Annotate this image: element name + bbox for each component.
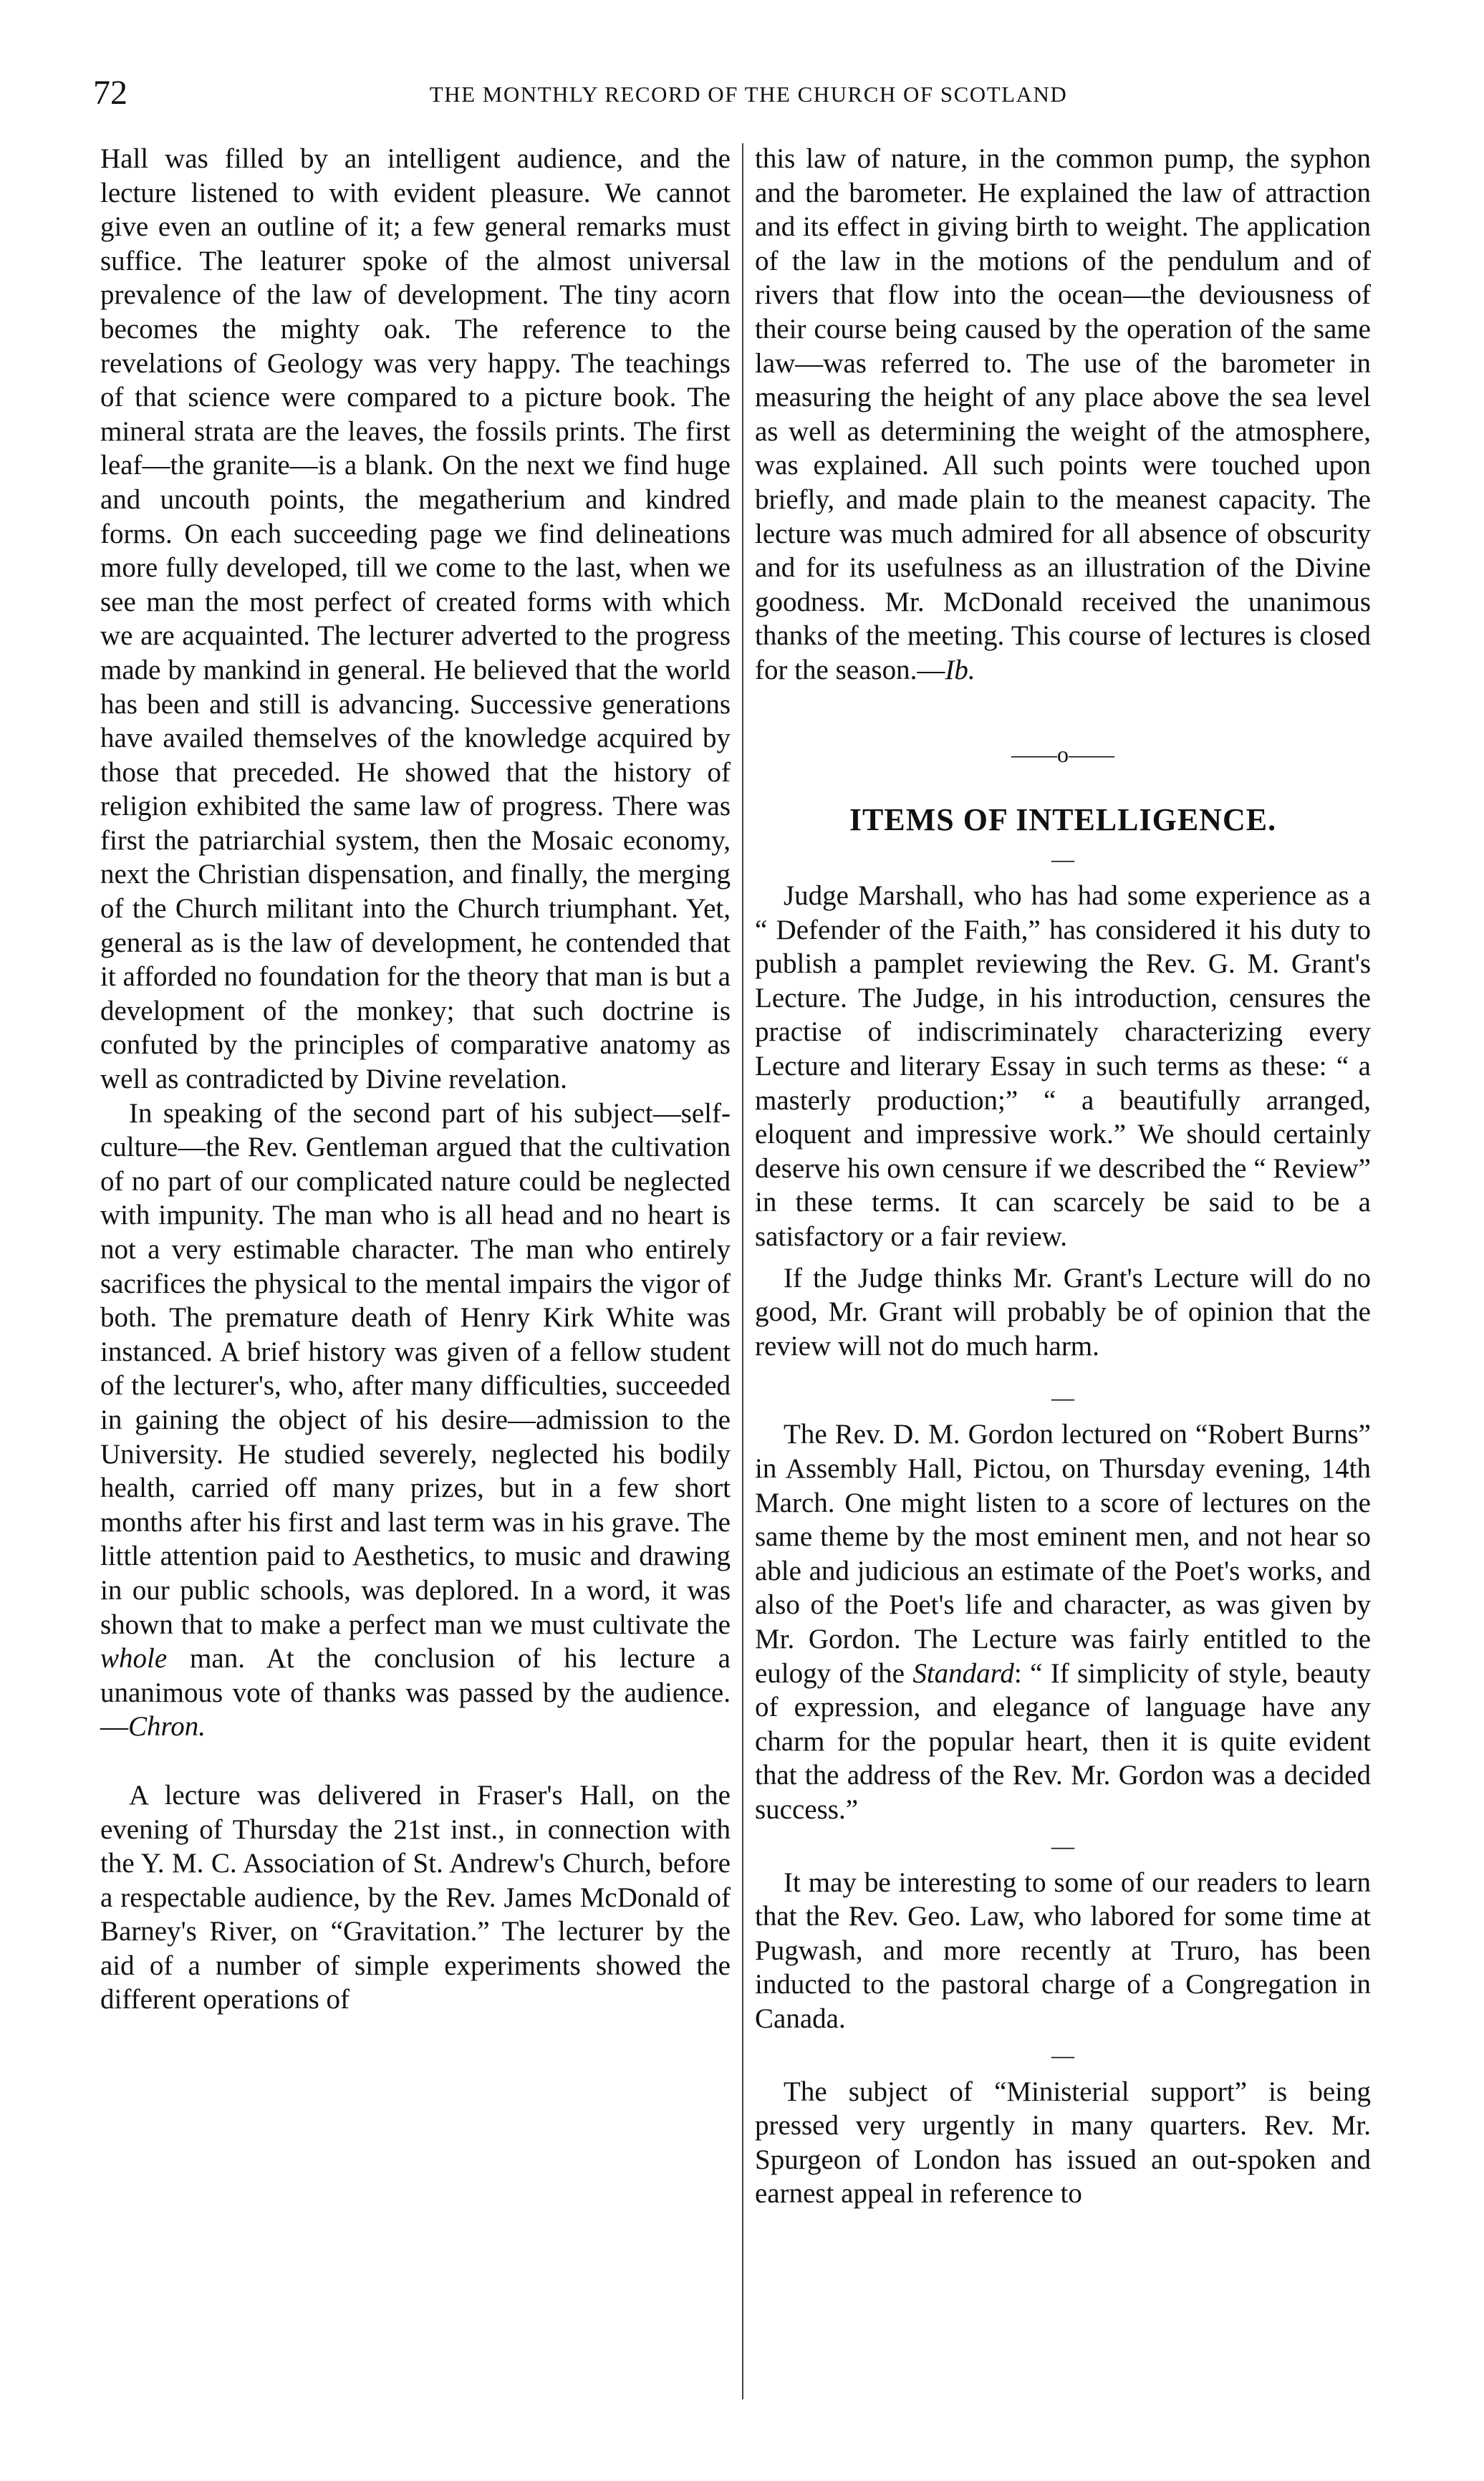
gravitation-lecture-paragraph: A lecture was delivered in Fraser's Hall, on the evening of Thursday the 21st inst., in connection with the Y. M. C. Association of St. Andrew's Church, before a respectable audience, by the Rev. James McDonald of Barney's River, on “Gravitation.” The lecturer by the aid of a number of simple experiments showed the different operations of xyxy=(100,1779,731,2015)
page-header xyxy=(93,73,1404,116)
self-culture-text-end: man. At the conclusion of his lecture a unanimous vote of thanks was passed by the audience.— xyxy=(100,1643,731,1743)
standard-emphasis: Standard xyxy=(912,1657,1014,1689)
gravitation-lecture-continued xyxy=(755,142,1371,688)
dash-divider: — xyxy=(1051,2041,1074,2068)
page-number: 72 xyxy=(93,74,127,112)
gordon-lecture-quote: : “ If simplicity of style, beauty of expression, and elegance of language have any charm for the popular heart, then it is quite evident that the address of the Rev. Mr. Gordon was a decided success.” xyxy=(755,1657,1371,1825)
item-gordon-lecture xyxy=(755,1417,1371,1826)
column-divider xyxy=(742,143,743,2399)
lecture-development-paragraph: Hall was filled by an intelligent audience, and the lecture listened to with evident pleasure. We cannot give even an outline of it; a few general remarks must suffice. The leaturer spoke of the almost universal prevalence of the law of development. The tiny acorn becomes the mighty oak. The reference to the revelations of Geology was very happy. The teachings of that science were compared to a picture book. The mineral strata are the leaves, the fossils prints. The first leaf—the granite—is a blank. On the next we find huge and uncouth points, the megatherium and kindred forms. On each succeeding page we find delineations more fully developed, till we come to the last, when we see man the most perfect of created forms with which we are acquainted. The lecturer adverted to the progress made by mankind in general. He believed that the world has been and still is advancing. Successive generations have availed themselves of the knowledge acquired by those that preceded. He showed that the history of religion exhibited the same law of progress. There was first the patriarchial system, then the Mosaic economy, next the Christian dispensation, and finally, the merging of the Church militant into the Church triumphant. Yet, general as is the law of development, he contended that it afforded no foundation for the theory that man is but a development of the monkey; that such doctrine is confuted by the principles of comparative anatomy as well as contradicted by Divine revelation. xyxy=(100,143,731,1095)
running-title: THE MONTHLY RECORD OF THE CHURCH OF SCOTLAND xyxy=(429,82,1068,107)
section-title: ITEMS OF INTELLIGENCE. xyxy=(849,802,1277,838)
item-ministerial-support: The subject of “Ministerial support” is being pressed very urgently in many quarters. Rev. Mr. Spurgeon of London has issued an out-spoken and earnest appeal in reference to xyxy=(755,2076,1371,2210)
gravitation-continued-text: this law of nature, in the common pump, the syphon and the barometer. He explained the law of attraction and its effect in giving birth to weight. The application of the law in the motions of the pendulum and of rivers that flow into the ocean—the deviousness of their course being caused by the operation of the same law—was referred to. The use of the barometer in measuring the height of any place above the sea level as well as determining the weight of the atmosphere, was explained. All such points were touched upon briefly, and made plain to the meanest capacity. The lecture was much admired for all absence of obscurity and for its usefulness as an illustration of the Divine goodness. Mr. McDonald received the unanimous thanks of the meeting. This course of lectures is closed for the season.— xyxy=(755,143,1371,685)
dash-divider: — xyxy=(1051,846,1074,872)
chron-citation: Chron. xyxy=(128,1711,206,1743)
left-column xyxy=(100,142,731,2017)
gordon-lecture-text: The Rev. D. M. Gordon lectured on “Robert Burns” in Assembly Hall, Pictou, on Thursday evening, 14th March. One might listen to a score of lectures on the same theme by the most eminent men, and not hear so able and judicious an estimate of the Poet's works, and also of the Poet's life and character, as was given by Mr. Gordon. The Lecture was fairly entitled to the eulogy of the xyxy=(755,1419,1371,1689)
whole-emphasis: whole xyxy=(100,1643,168,1675)
item-judge-marshall-continued: If the Judge thinks Mr. Grant's Lecture will do no good, Mr. Grant will probably be of opinion that the review will not do much harm. xyxy=(755,1262,1371,1362)
right-column xyxy=(755,142,1371,2211)
lecture-self-culture-paragraph xyxy=(100,1097,731,1744)
self-culture-text: In speaking of the second part of his subject—self-culture—the Rev. Gentleman argued that the cultivation of no part of our complicated nature could be neglected with impunity. The man who is all head and no heart is not a very estimable character. The man who entirely sacrifices the physical to the mental impairs the vigor of both. The premature death of Henry Kirk White was instanced. A brief history was given of a fellow student of the lecturer's, who, after many difficulties, succeeded in gaining the object of his desire—admission to the University. He studied severely, neglected his bodily health, carried off many prizes, but in a few short months after his first and last term was in his grave. The little attention paid to Aesthetics, to music and drawing in our public schools, was deplored. In a word, it was shown that to make a perfect man we must cultivate the xyxy=(100,1097,731,1640)
dash-divider: — xyxy=(1051,1832,1074,1859)
dash-divider: — xyxy=(1051,1384,1074,1411)
ib-citation: Ib. xyxy=(945,654,975,685)
item-judge-marshall: Judge Marshall, who has had some experience as a “ Defender of the Faith,” has considered it his duty to publish a pamplet reviewing the Rev. G. M. Grant's Lecture. The Judge, in his introduction, censures the practise of indiscriminately characterizing every Lecture and literary Essay in such terms as these: “ a masterly production;” “ a beautifully arranged, eloquent and impressive work.” We should certainly deserve his own censure if we described the “ Review” in these terms. It can scarcely be said to be a satisfactory or a fair review. xyxy=(755,880,1371,1253)
item-rev-law: It may be interesting to some of our readers to learn that the Rev. Geo. Law, who labored for some time at Pugwash, and more recently at Truro, has been inducted to the pastoral charge of a Congregation in Canada. xyxy=(755,1866,1371,2034)
section-separator: ——o—— xyxy=(1011,741,1114,767)
